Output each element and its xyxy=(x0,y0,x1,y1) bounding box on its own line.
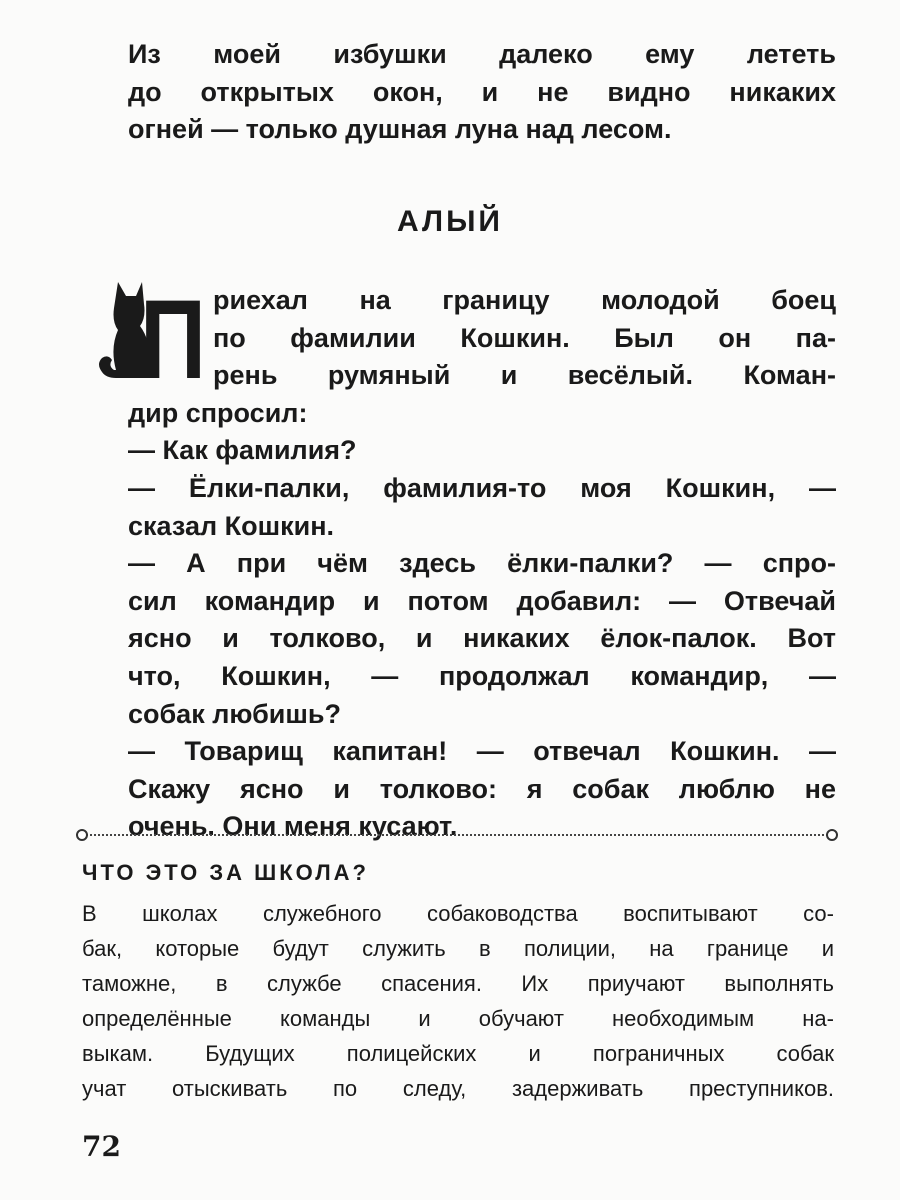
text-line: бак, которые будут служить в полиции, на границе и xyxy=(82,936,834,961)
text-line: огней — только душная луна над лесом. xyxy=(128,114,672,145)
text-line: риехал на границу молодой боец xyxy=(213,285,836,315)
text-line: — Как фамилия? xyxy=(128,435,357,466)
divider-dot-left xyxy=(76,829,88,841)
text-line: что, Кошкин, — продолжал командир, — xyxy=(128,660,836,691)
text-line: собак любишь? xyxy=(128,698,341,729)
text-line: очень. Они меня кусают. xyxy=(128,811,458,842)
text-line: рень румяный и весёлый. Коман- xyxy=(213,360,836,391)
text-line: таможне, в службе спасения. Их приучают выполнять xyxy=(82,971,834,996)
intro-paragraph xyxy=(128,36,836,149)
text-line: учат отыскивать по следу, задерживать преступников. xyxy=(82,1076,834,1101)
text-line: выкам. Будущих полицейских и пограничных собак xyxy=(82,1041,834,1066)
text-line: Из моей избушки далеко ему лететь xyxy=(128,39,836,69)
text-line: Скажу ясно и толково: я собак люблю не xyxy=(128,773,836,804)
text-line: дир спросил: xyxy=(128,397,308,428)
text-line: по фамилии Кошкин. Был он па- xyxy=(213,322,836,353)
dropcap-letter: П xyxy=(140,277,206,402)
text-line: — Ёлки-палки, фамилия-то моя Кошкин, — xyxy=(128,472,836,503)
divider-dot-right xyxy=(826,829,838,841)
text-line: — Товарищ капитан! — отвечал Кошкин. — xyxy=(128,736,836,767)
dotted-divider xyxy=(82,834,832,836)
text-line: определённые команды и обучают необходимым на- xyxy=(82,1006,834,1031)
story-title: АЛЫЙ xyxy=(396,205,503,238)
text-line: В школах служебного собаководства воспитывают со- xyxy=(82,901,834,926)
infobox-text xyxy=(82,896,834,1106)
text-line: до открытых окон, и не видно никаких xyxy=(128,76,836,107)
page-number: 72 xyxy=(82,1130,121,1163)
text-line: сказал Кошкин. xyxy=(128,510,335,541)
story-body xyxy=(128,282,836,846)
text-line: сил командир и потом добавил: — Отвечай xyxy=(128,585,836,616)
text-line: ясно и толково, и никаких ёлок-палок. Вот xyxy=(128,623,836,654)
text-line: — А при чём здесь ёлки-палки? — спро- xyxy=(128,548,836,579)
infobox-heading: ЧТО ЭТО ЗА ШКОЛА? xyxy=(82,860,369,885)
